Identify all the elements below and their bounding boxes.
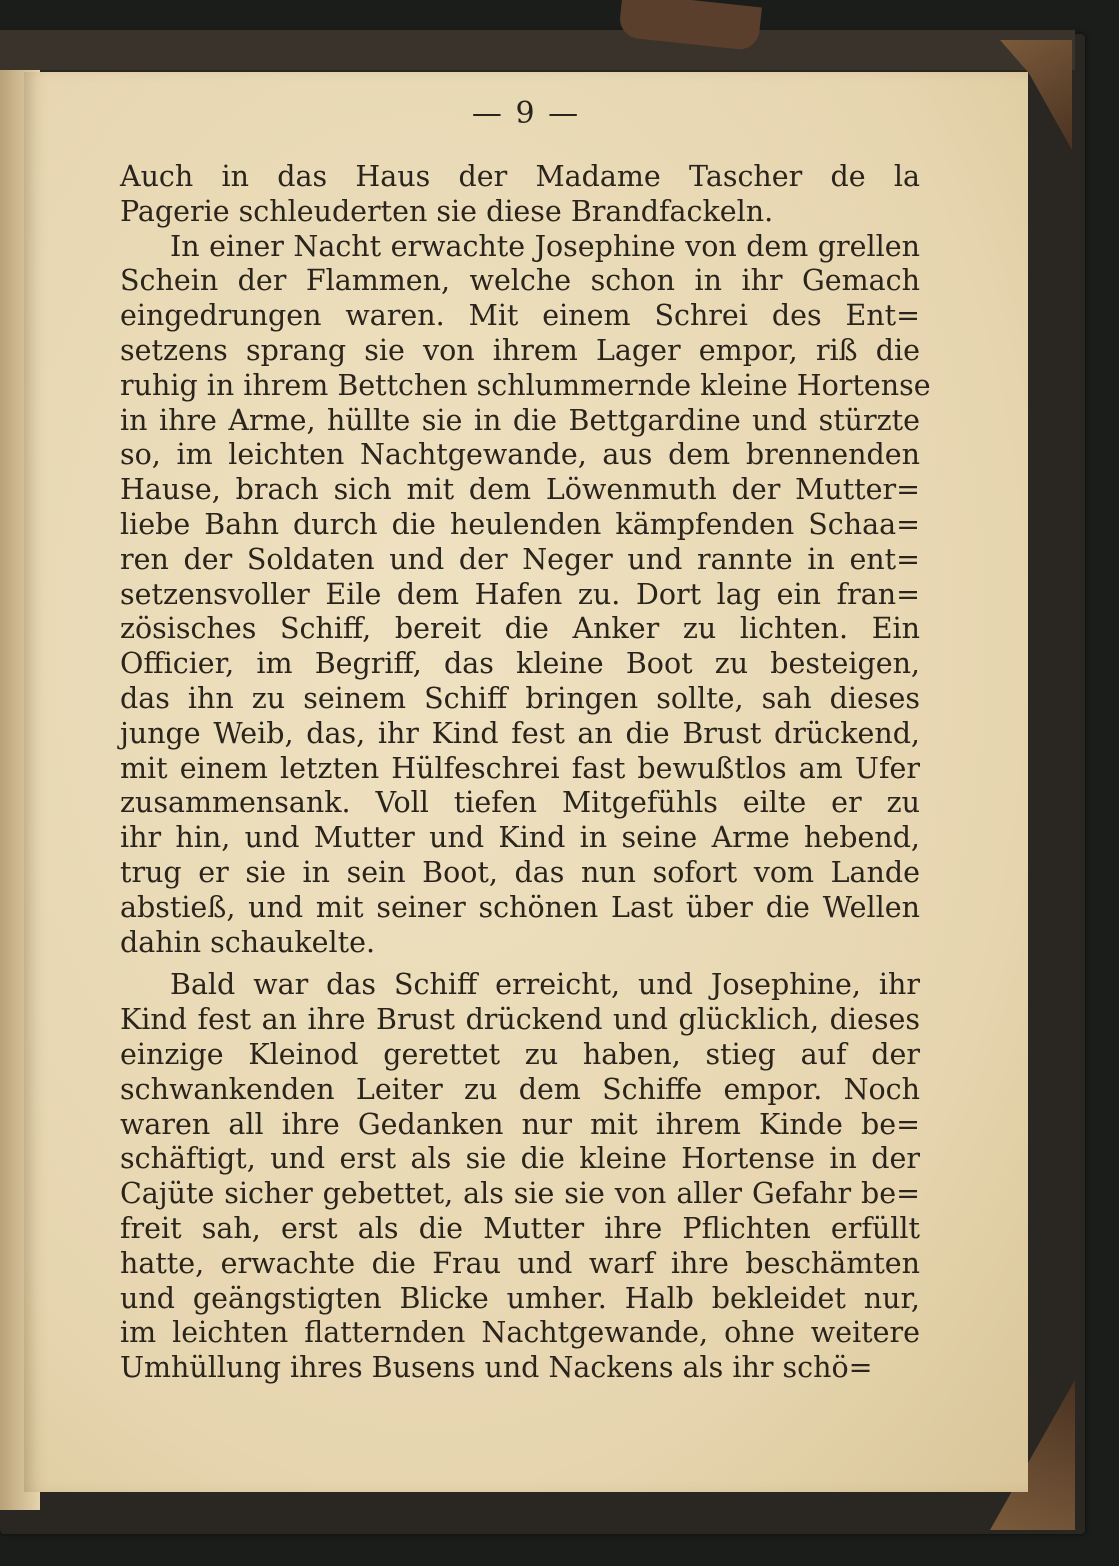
cover-strip [0,30,1075,70]
book-page [24,72,1028,1492]
text-line: liebe Bahn durch die heulenden kämpfenden Schaa= [120,507,920,541]
text-line: mit einem letzten Hülfeschrei fast bewußtlos am Ufer [120,751,920,785]
paragraph-gap [120,960,920,968]
text-line: ihr hin, und Mutter und Kind in seine Arme hebend, [120,821,920,855]
text-line: Kind fest an ihre Brust drückend und glücklich, dieses [120,1003,920,1037]
text-line: ruhig in ihrem Bettchen schlummernde kleine Hortense [120,368,931,402]
text-line: und geängstigten Blicke umher. Halb bekleidet nur, [120,1281,920,1315]
text-line: hatte, erwachte die Frau und warf ihre beschämten [120,1246,920,1280]
text-line: Pagerie schleuderten sie diese Brandfackeln. [120,194,774,228]
text-line: das ihn zu seinem Schiff bringen sollte, sah dieses [120,681,920,715]
text-line: junge Weib, das, ihr Kind fest an die Brust drückend, [120,716,920,750]
text-line: waren all ihre Gedanken nur mit ihrem Kinde be= [120,1107,920,1141]
text-line: Auch in das Haus der Madame Tascher de la [120,160,920,193]
text-line: Cajüte sicher gebettet, als sie sie von aller Gefahr be= [120,1177,920,1211]
text-line: Umhüllung ihres Busens und Nackens als ihr schö= [120,1351,873,1385]
text-line: eingedrungen waren. Mit einem Schrei des Ent= [120,299,920,333]
text-line: abstieß, und mit seiner schönen Last über die Wellen [120,890,920,924]
text-line: ren der Soldaten und der Neger und rannte in ent= [120,542,920,576]
text-line: im leichten flatternden Nachtgewande, ohne weitere [120,1316,920,1350]
text-line: in ihre Arme, hüllte sie in die Bettgardine und stürzte [120,403,920,437]
text-line: zusammensank. Voll tiefen Mitgefühls eilte er zu [120,786,920,820]
text-line: dahin schaukelte. [120,925,376,959]
text-line: setzens sprang sie von ihrem Lager empor, riß die [120,333,920,367]
text-line: einzige Kleinod gerettet zu haben, stieg auf der [120,1037,920,1071]
text-line: so, im leichten Nachtgewande, aus dem brennenden [120,438,920,472]
text-line: setzensvoller Eile dem Hafen zu. Dort lag ein fran= [120,577,920,611]
text-line: Bald war das Schiff erreicht, und Josephine, ihr [170,968,920,1002]
text-line: freit sah, erst als die Mutter ihre Pflichten erfüllt [120,1211,920,1245]
page-text [120,160,931,1386]
text-line: Schein der Flammen, welche schon in ihr Gemach [120,264,920,298]
text-line: Officier, im Begriff, das kleine Boot zu besteigen, [120,647,920,681]
text-line: In einer Nacht erwachte Josephine von dem grellen [170,229,920,263]
text-line: schäftigt, und erst als sie die kleine Hortense in der [120,1142,920,1176]
text-line: schwankenden Leiter zu dem Schiffe empor. Noch [120,1072,920,1106]
page-number: — 9 — [471,96,581,131]
text-line: zösisches Schiff, bereit die Anker zu lichten. Ein [120,612,920,646]
text-line: Hause, brach sich mit dem Löwenmuth der Mutter= [120,473,920,507]
text-line: trug er sie in sein Boot, das nun sofort vom Lande [120,855,920,889]
